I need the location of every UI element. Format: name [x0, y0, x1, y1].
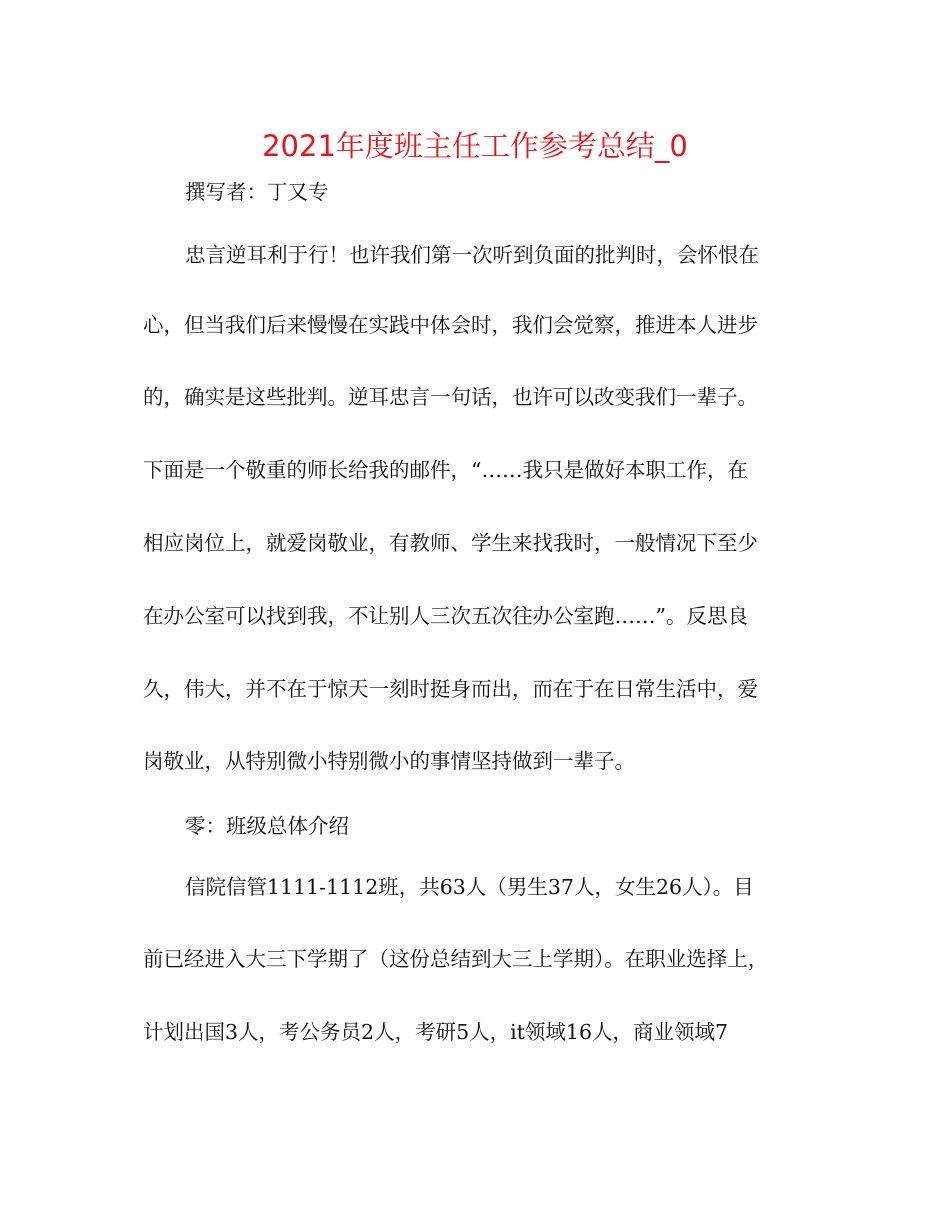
author-line: 撰写者：丁又专 — [185, 180, 329, 204]
paragraph-line: 在办公室可以找到我，不让别人三次五次往办公室跑……”。反思良 — [143, 604, 748, 628]
document-title: 2021年度班主任工作参考总结_0 — [262, 129, 688, 163]
paragraph-line: 忠言逆耳利于行！也许我们第一次听到负面的批判时，会怀恨在 — [185, 243, 759, 267]
paragraph-line: 的，确实是这些批判。逆耳忠言一句话，也许可以改变我们一辈子。 — [143, 385, 758, 409]
paragraph-line: 相应岗位上，就爱岗敬业，有教师、学生来找我时，一般情况下至少 — [143, 531, 758, 555]
paragraph-line: 计划出国3人，考公务员2人，考研5人，it领域16人，商业领域7 — [143, 1020, 729, 1044]
paragraph-line: 信院信管1111-1112班，共63人（男生37人，女生26人）。目 — [185, 875, 754, 899]
paragraph-line: 心，但当我们后来慢慢在实践中体会时，我们会觉察，推进本人进步 — [143, 313, 758, 337]
paragraph-line: 岗敬业，从特别微小特别微小的事情坚持做到一辈子。 — [143, 749, 635, 773]
paragraph-line: 下面是一个敬重的师长给我的邮件，“……我只是做好本职工作，在 — [143, 458, 748, 482]
paragraph-line: 前已经进入大三下学期了（这份总结到大三上学期）。在职业选择上， — [143, 947, 769, 971]
section-heading: 零：班级总体介绍 — [185, 814, 349, 838]
paragraph-line: 久，伟大，并不在于惊天一刻时挺身而出，而在于在日常生活中，爱 — [143, 677, 758, 701]
